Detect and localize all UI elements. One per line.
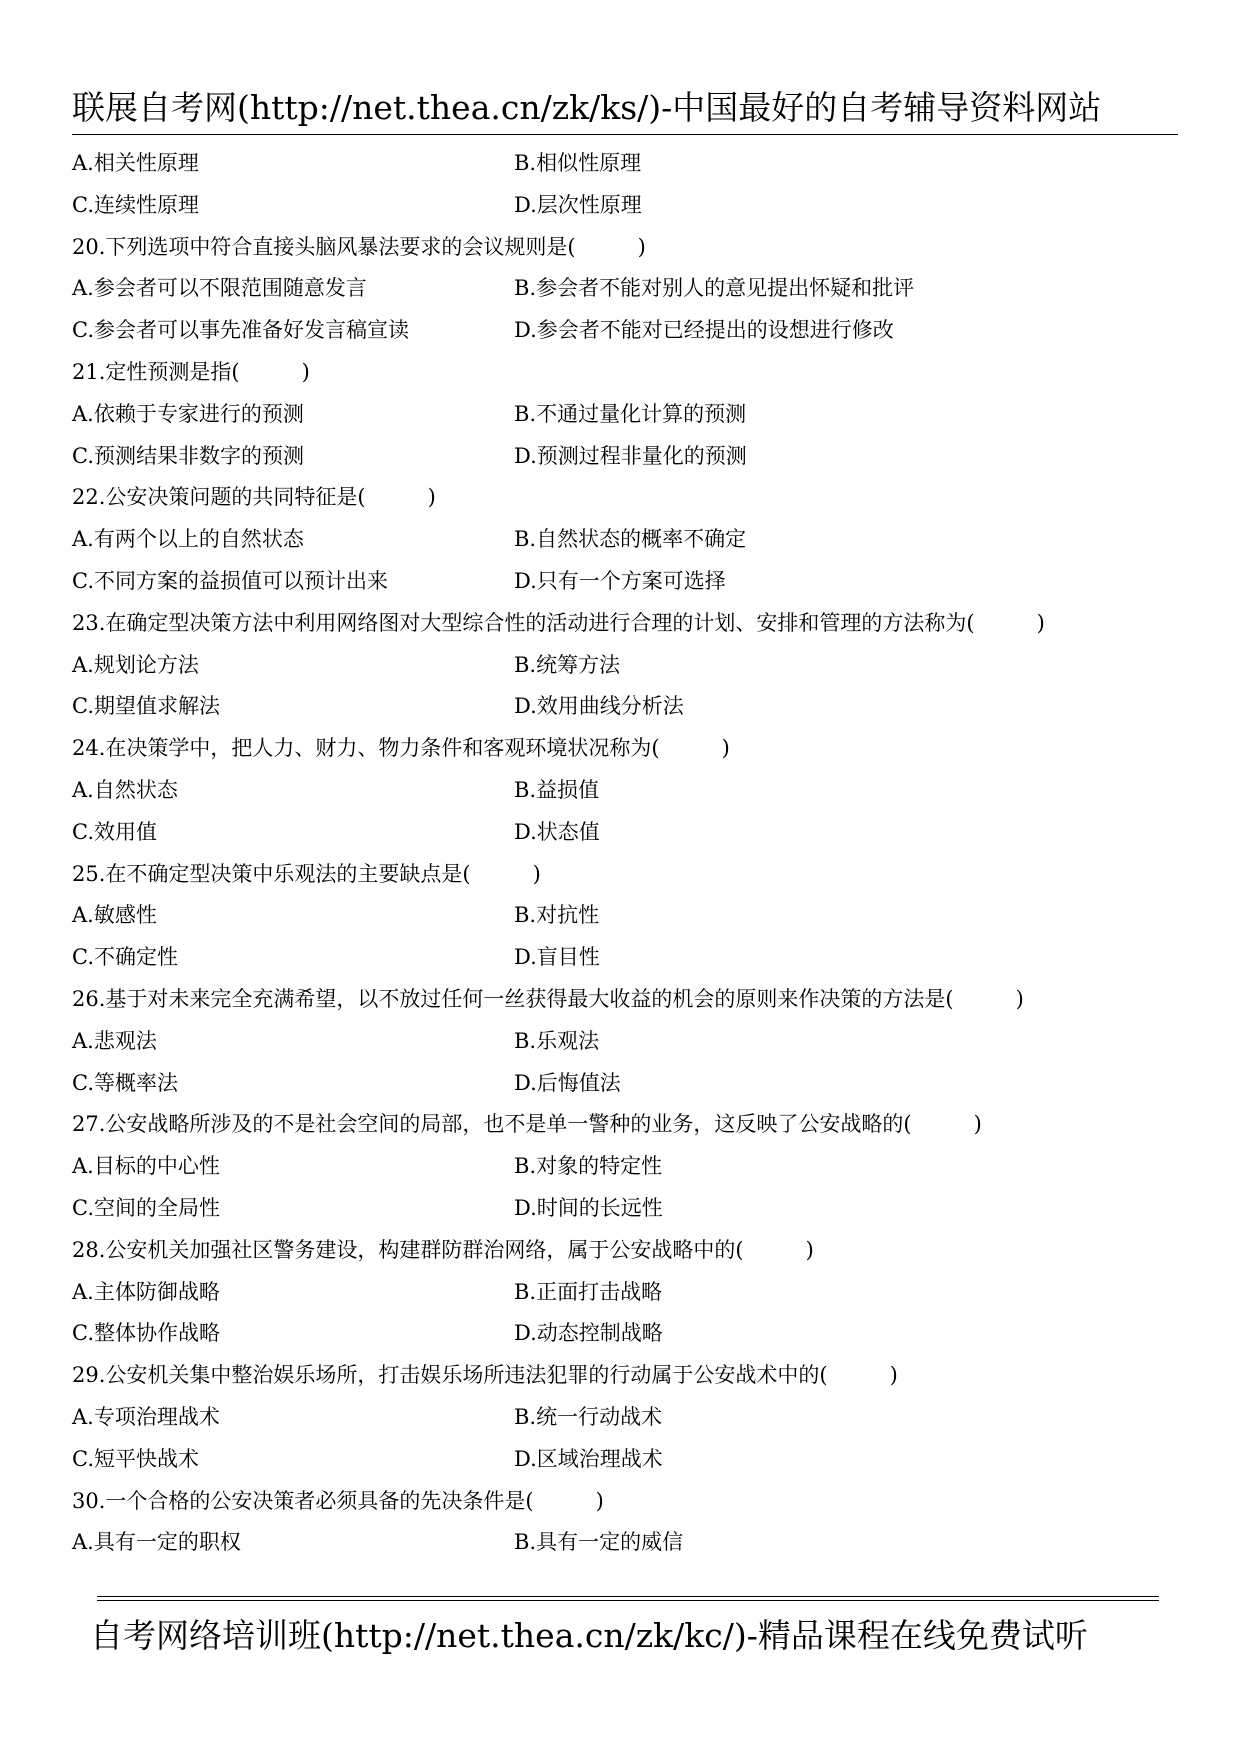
option-left: A.有两个以上的自然状态 [72, 527, 304, 552]
option-row [72, 1272, 1172, 1314]
question-text: 22.公安决策问题的共同特征是( [72, 485, 366, 510]
question-stem [72, 1230, 1172, 1272]
option-right: B.统一行动战术 [514, 1404, 663, 1429]
question-close-paren: ) [595, 1488, 604, 1513]
question-stem [72, 728, 1172, 770]
option-left: C.不确定性 [72, 945, 178, 970]
question-text: 24.在决策学中，把人力、财力、物力条件和客观环境状况称为( [72, 736, 660, 761]
question-close-paren: ) [1015, 986, 1024, 1011]
option-left: A.悲观法 [72, 1028, 157, 1053]
option-left: A.依赖于专家进行的预测 [72, 401, 304, 426]
option-row [72, 394, 1172, 436]
option-left: C.参会者可以事先准备好发言稿宣读 [72, 318, 409, 343]
option-right: B.具有一定的威信 [514, 1530, 684, 1555]
question-text: 28.公安机关加强社区警务建设，构建群防群治网络，属于公安战略中的( [72, 1237, 744, 1262]
question-stem [72, 352, 1172, 394]
question-text: 20.下列选项中符合直接头脑风暴法要求的会议规则是( [72, 234, 576, 259]
option-row [72, 812, 1172, 854]
option-right: D.时间的长远性 [514, 1195, 663, 1220]
question-text: 23.在确定型决策方法中利用网络图对大型综合性的活动进行合理的计划、安排和管理的方法称为( [72, 610, 975, 635]
option-row [72, 310, 1172, 352]
option-left: C.不同方案的益损值可以预计出来 [72, 568, 388, 593]
header-rule [72, 134, 1178, 135]
option-left: A.具有一定的职权 [72, 1530, 241, 1555]
option-left: A.目标的中心性 [72, 1154, 220, 1179]
option-right: D.状态值 [514, 819, 600, 844]
question-stem [72, 1104, 1172, 1146]
option-row [72, 561, 1172, 603]
option-row [72, 645, 1172, 687]
option-row [72, 1063, 1172, 1105]
option-right: D.动态控制战略 [514, 1321, 663, 1346]
option-right: B.统筹方法 [514, 652, 621, 677]
option-right: B.自然状态的概率不确定 [514, 527, 747, 552]
option-row [72, 1397, 1172, 1439]
option-row [72, 268, 1172, 310]
option-left: C.等概率法 [72, 1070, 178, 1095]
page-header: 联展自考网(http://net.thea.cn/zk/ks/)-中国最好的自考辅导资料网站 [72, 88, 1102, 127]
option-right: B.对抗性 [514, 903, 600, 928]
question-text: 30.一个合格的公安决策者必须具备的先决条件是( [72, 1488, 534, 1513]
option-left: A.规划论方法 [72, 652, 199, 677]
option-left: A.主体防御战略 [72, 1279, 220, 1304]
option-row [72, 1522, 1172, 1564]
question-stem [72, 603, 1172, 645]
option-right: D.层次性原理 [514, 192, 642, 217]
question-text: 27.公安战略所涉及的不是社会空间的局部，也不是单一警种的业务，这反映了公安战略的( [72, 1112, 912, 1137]
option-row [72, 185, 1172, 227]
question-stem [72, 1481, 1172, 1523]
question-close-paren: ) [637, 234, 646, 259]
question-stem [72, 979, 1172, 1021]
option-right: D.后悔值法 [514, 1070, 621, 1095]
option-right: B.相似性原理 [514, 151, 642, 175]
question-list [72, 143, 1172, 1564]
question-text: 25.在不确定型决策中乐观法的主要缺点是( [72, 861, 471, 886]
option-right: B.正面打击战略 [514, 1279, 663, 1304]
option-right: B.不通过量化计算的预测 [514, 401, 747, 426]
footer-rule [97, 1596, 1159, 1601]
option-left: C.预测结果非数字的预测 [72, 443, 304, 468]
option-right: D.预测过程非量化的预测 [514, 443, 747, 468]
option-row [72, 1021, 1172, 1063]
page-footer: 自考网络培训班(http://net.thea.cn/zk/kc/)-精品课程在线免费试听 [90, 1616, 1088, 1655]
option-right: D.效用曲线分析法 [514, 694, 684, 719]
option-left: A.专项治理战术 [72, 1404, 220, 1429]
option-row [72, 1313, 1172, 1355]
option-right: D.区域治理战术 [514, 1446, 663, 1471]
question-stem [72, 1355, 1172, 1397]
question-text: 29.公安机关集中整治娱乐场所，打击娱乐场所违法犯罪的行动属于公安战术中的( [72, 1363, 828, 1388]
option-row [72, 770, 1172, 812]
question-close-paren: ) [973, 1112, 982, 1137]
option-right: B.参会者不能对别人的意见提出怀疑和批评 [514, 276, 915, 301]
question-text: 21.定性预测是指( [72, 359, 240, 384]
option-right: D.只有一个方案可选择 [514, 568, 726, 593]
option-right: B.对象的特定性 [514, 1154, 663, 1179]
option-right: B.益损值 [514, 777, 600, 802]
option-left: C.短平快战术 [72, 1446, 199, 1471]
option-left: C.空间的全局性 [72, 1195, 220, 1220]
option-right: B.乐观法 [514, 1028, 600, 1053]
option-row [72, 1146, 1172, 1188]
question-text: 26.基于对未来完全充满希望，以不放过任何一丝获得最大收益的机会的原则来作决策的方法是( [72, 986, 954, 1011]
question-stem [72, 477, 1172, 519]
option-left: C.整体协作战略 [72, 1321, 220, 1346]
option-left: A.自然状态 [72, 777, 178, 802]
option-left: C.连续性原理 [72, 192, 199, 217]
question-close-paren: ) [532, 861, 541, 886]
option-left: C.期望值求解法 [72, 694, 220, 719]
option-left: A.敏感性 [72, 903, 157, 928]
option-row [72, 436, 1172, 478]
question-stem [72, 227, 1172, 269]
question-close-paren: ) [805, 1237, 814, 1262]
option-row [72, 937, 1172, 979]
question-close-paren: ) [1036, 610, 1045, 635]
option-right: D.参会者不能对已经提出的设想进行修改 [514, 318, 894, 343]
option-left: A.相关性原理 [72, 151, 199, 175]
question-close-paren: ) [301, 359, 310, 384]
option-row [72, 895, 1172, 937]
question-stem [72, 854, 1172, 896]
question-close-paren: ) [721, 736, 730, 761]
option-row [72, 1188, 1172, 1230]
option-row [72, 1439, 1172, 1481]
option-row [72, 686, 1172, 728]
option-right: D.盲目性 [514, 945, 600, 970]
question-close-paren: ) [889, 1363, 898, 1388]
option-left: A.参会者可以不限范围随意发言 [72, 276, 367, 301]
option-row [72, 519, 1172, 561]
option-left: C.效用值 [72, 819, 157, 844]
question-close-paren: ) [427, 485, 436, 510]
option-row [72, 143, 1172, 185]
